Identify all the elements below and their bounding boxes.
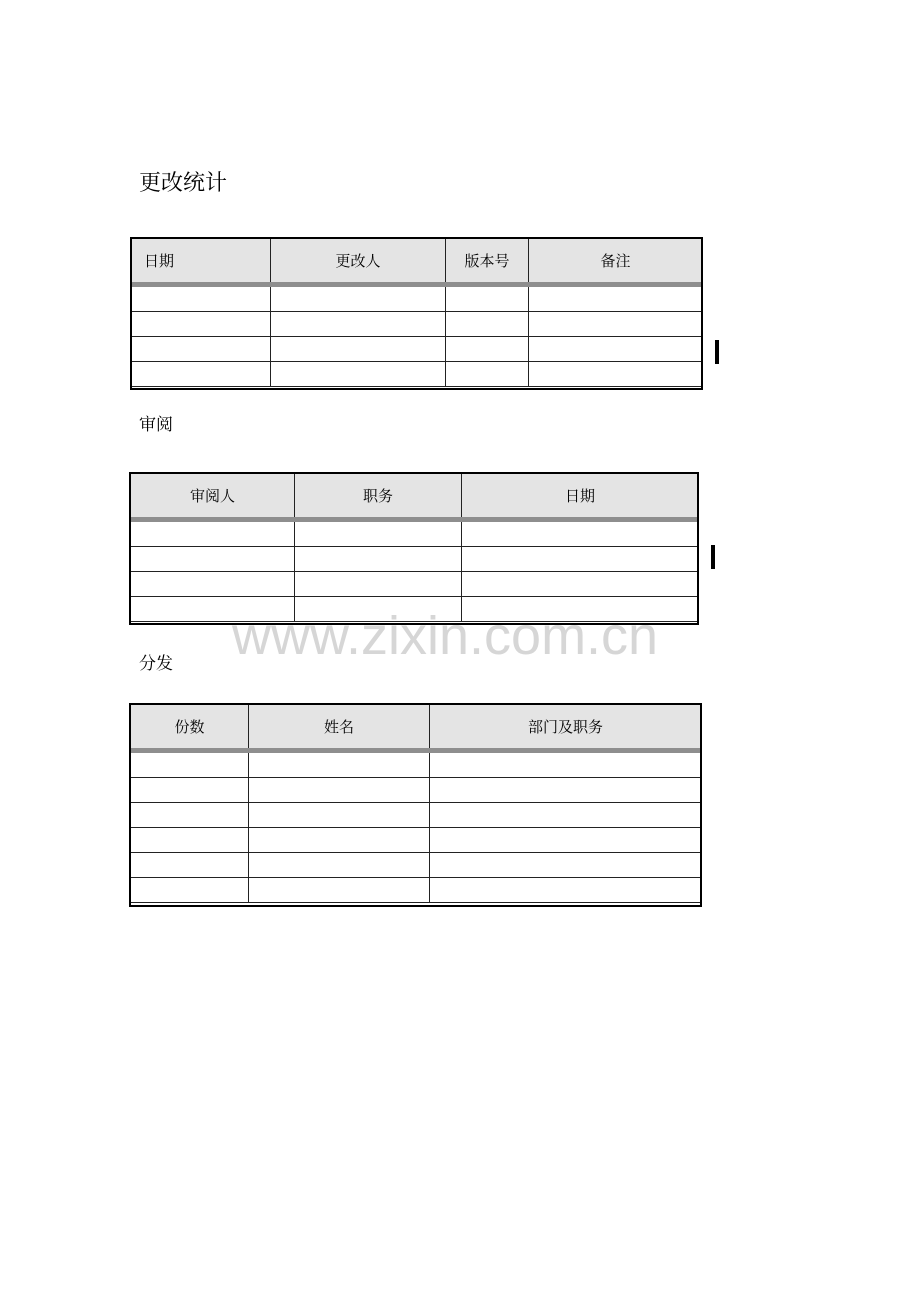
table-cell[interactable] <box>131 572 295 597</box>
table-row <box>132 337 703 362</box>
table-cell[interactable] <box>430 828 702 853</box>
table-cell[interactable] <box>462 520 699 547</box>
table-row <box>131 751 702 778</box>
table-cell[interactable] <box>131 853 249 878</box>
table-header-row <box>131 705 702 751</box>
distribution-section-title: 分发 <box>139 654 173 674</box>
table-cell[interactable] <box>131 778 249 803</box>
col-header-name: 姓名 <box>249 705 430 751</box>
table-row <box>131 828 702 853</box>
table-row <box>131 853 702 878</box>
table-header-row <box>132 239 703 285</box>
table-cell[interactable] <box>295 597 462 622</box>
review-section-title: 审阅 <box>139 415 173 435</box>
table-row <box>132 285 703 312</box>
table-cell[interactable] <box>462 572 699 597</box>
table-cell[interactable] <box>131 878 249 903</box>
table-row <box>132 312 703 337</box>
col-header-changer: 更改人 <box>271 239 446 285</box>
table-cell[interactable] <box>529 337 703 362</box>
table-cell[interactable] <box>295 572 462 597</box>
col-header-remarks: 备注 <box>529 239 703 285</box>
col-header-department: 部门及职务 <box>430 705 702 751</box>
col-header-position: 职务 <box>295 474 462 520</box>
margin-mark <box>711 545 715 569</box>
table-row <box>131 572 699 597</box>
distribution-table <box>130 704 702 903</box>
table-row <box>131 803 702 828</box>
table-cell[interactable] <box>132 362 271 387</box>
table-cell[interactable] <box>249 751 430 778</box>
table-cell[interactable] <box>132 285 271 312</box>
table-cell[interactable] <box>430 803 702 828</box>
col-header-copies: 份数 <box>131 705 249 751</box>
table-cell[interactable] <box>529 312 703 337</box>
table-cell[interactable] <box>132 312 271 337</box>
table-cell[interactable] <box>529 285 703 312</box>
table-cell[interactable] <box>249 828 430 853</box>
col-header-reviewer: 审阅人 <box>131 474 295 520</box>
table-cell[interactable] <box>295 547 462 572</box>
watermark: www.zixin.com.cn <box>232 606 659 666</box>
table-cell[interactable] <box>446 362 529 387</box>
change-table <box>131 238 703 387</box>
table-cell[interactable] <box>529 362 703 387</box>
table-cell[interactable] <box>249 878 430 903</box>
table-cell[interactable] <box>446 312 529 337</box>
table-cell[interactable] <box>462 547 699 572</box>
col-header-date: 日期 <box>132 239 271 285</box>
table-cell[interactable] <box>271 362 446 387</box>
table-row <box>131 547 699 572</box>
page-title: 更改统计 <box>139 171 228 196</box>
table-cell[interactable] <box>131 751 249 778</box>
table-cell[interactable] <box>131 803 249 828</box>
col-header-date: 日期 <box>462 474 699 520</box>
table-cell[interactable] <box>132 337 271 362</box>
table-cell[interactable] <box>249 803 430 828</box>
table-cell[interactable] <box>131 547 295 572</box>
table-cell[interactable] <box>249 853 430 878</box>
table-cell[interactable] <box>446 337 529 362</box>
table-cell[interactable] <box>462 597 699 622</box>
table-row <box>131 520 699 547</box>
table-cell[interactable] <box>131 597 295 622</box>
margin-mark <box>715 340 719 364</box>
table-cell[interactable] <box>271 312 446 337</box>
table-cell[interactable] <box>446 285 529 312</box>
table-row <box>132 362 703 387</box>
table-row <box>131 778 702 803</box>
review-table <box>130 473 699 622</box>
col-header-version: 版本号 <box>446 239 529 285</box>
table-row <box>131 878 702 903</box>
table-cell[interactable] <box>295 520 462 547</box>
table-cell[interactable] <box>271 337 446 362</box>
table-cell[interactable] <box>430 853 702 878</box>
table-cell[interactable] <box>271 285 446 312</box>
table-cell[interactable] <box>131 828 249 853</box>
table-cell[interactable] <box>131 520 295 547</box>
table-header-row <box>131 474 699 520</box>
table-row <box>131 597 699 622</box>
table-cell[interactable] <box>430 778 702 803</box>
table-cell[interactable] <box>430 751 702 778</box>
table-cell[interactable] <box>249 778 430 803</box>
table-cell[interactable] <box>430 878 702 903</box>
